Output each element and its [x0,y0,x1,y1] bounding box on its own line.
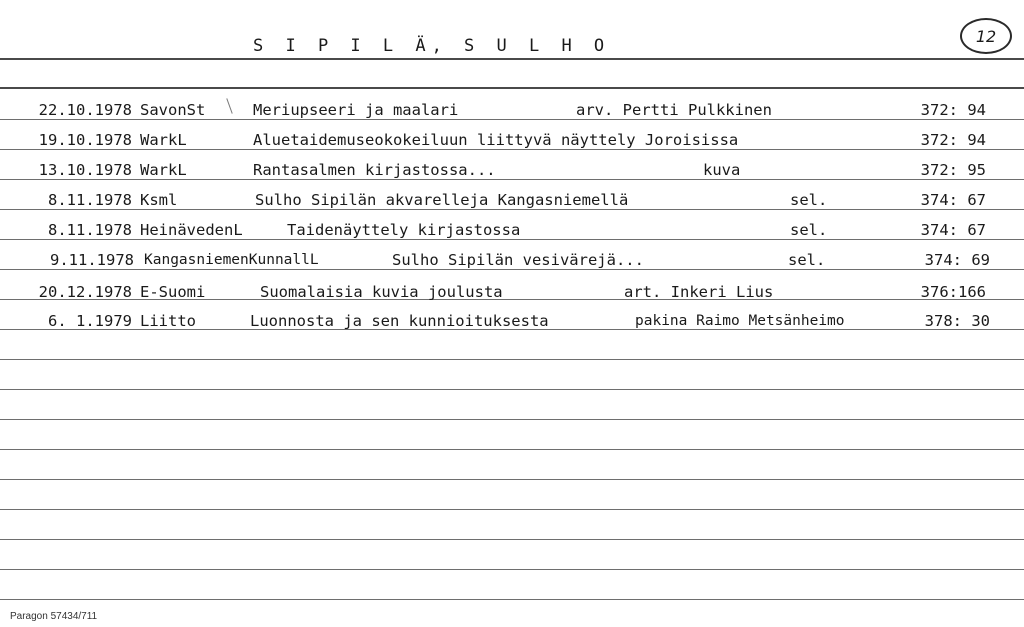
entry-source: WarkL [140,131,187,149]
entry-title: Suomalaisia kuvia joulusta [260,283,503,301]
entry-ref: 372: 94 [920,131,986,149]
entry-ref: 372: 95 [920,161,986,179]
entry-date: 22.10.1978 [38,101,132,119]
entry-note: sel. [790,191,828,209]
entry-title: Rantasalmen kirjastossa... [253,161,496,179]
entry-row [0,219,1024,245]
entry-row [0,281,1024,307]
entry-source: KangasniemenKunnallL [144,252,319,268]
entry-title: Sulho Sipilän vesivärejä... [392,251,644,269]
ruled-line [0,449,1024,450]
ruled-line [0,599,1024,600]
entry-date: 20.12.1978 [38,283,132,301]
ruled-line [0,539,1024,540]
entry-note: art. Inkeri Lius [624,283,774,301]
entry-source: WarkL [140,161,187,179]
entry-note: sel. [790,221,828,239]
entry-title: Meriupseeri ja maalari [253,101,459,119]
entry-source: E-Suomi [140,283,206,301]
entry-source: Ksml [140,191,178,209]
entry-note: arv. Pertti Pulkkinen [576,101,772,119]
entry-date: 13.10.1978 [38,161,132,179]
entry-title: Taidenäyttely kirjastossa [287,221,521,239]
entry-ref: 374: 67 [920,191,986,209]
entry-row [0,310,1024,336]
ruled-line [0,509,1024,510]
header-rule [0,87,1024,89]
entry-source: Liitto [140,312,196,330]
heading-rule [0,58,1024,60]
entry-ref: 376:166 [920,283,986,301]
printer-imprint: Paragon 57434/711 [10,611,98,622]
entry-source: HeinävedenL [140,221,243,239]
entry-note: kuva [703,161,741,179]
entry-date: 6. 1.1979 [48,312,132,330]
ruled-line [0,569,1024,570]
entry-title: Luonnosta ja sen kunnioituksesta [250,312,549,330]
ruled-line [0,359,1024,360]
card-heading: S I P I L Ä, S U L H O [253,36,611,56]
ruled-line [0,479,1024,480]
entry-ref: 374: 69 [924,251,990,269]
entry-date: 8.11.1978 [48,191,132,209]
entry-ref: 378: 30 [924,312,990,330]
entry-ref: 372: 94 [920,101,986,119]
entry-title: Sulho Sipilän akvarelleja Kangasniemellä [255,191,629,209]
entry-row [0,159,1024,185]
entry-date: 9.11.1978 [50,251,134,269]
entry-note: sel. [788,251,826,269]
entry-source: SavonSt [140,101,206,119]
entry-row [0,249,1024,275]
ruled-line [0,419,1024,420]
entry-ref: 374: 67 [920,221,986,239]
entry-title: Aluetaidemuseokokeiluun liittyvä näyttely Joroisissa [253,131,739,149]
entry-date: 19.10.1978 [38,131,132,149]
entry-note: pakina Raimo Metsänheimo [635,313,845,329]
ruled-line [0,389,1024,390]
entry-date: 8.11.1978 [48,221,132,239]
card-number-circle: 12 [960,18,1012,54]
entry-row [0,129,1024,155]
entry-row [0,99,1024,125]
entry-row [0,189,1024,215]
